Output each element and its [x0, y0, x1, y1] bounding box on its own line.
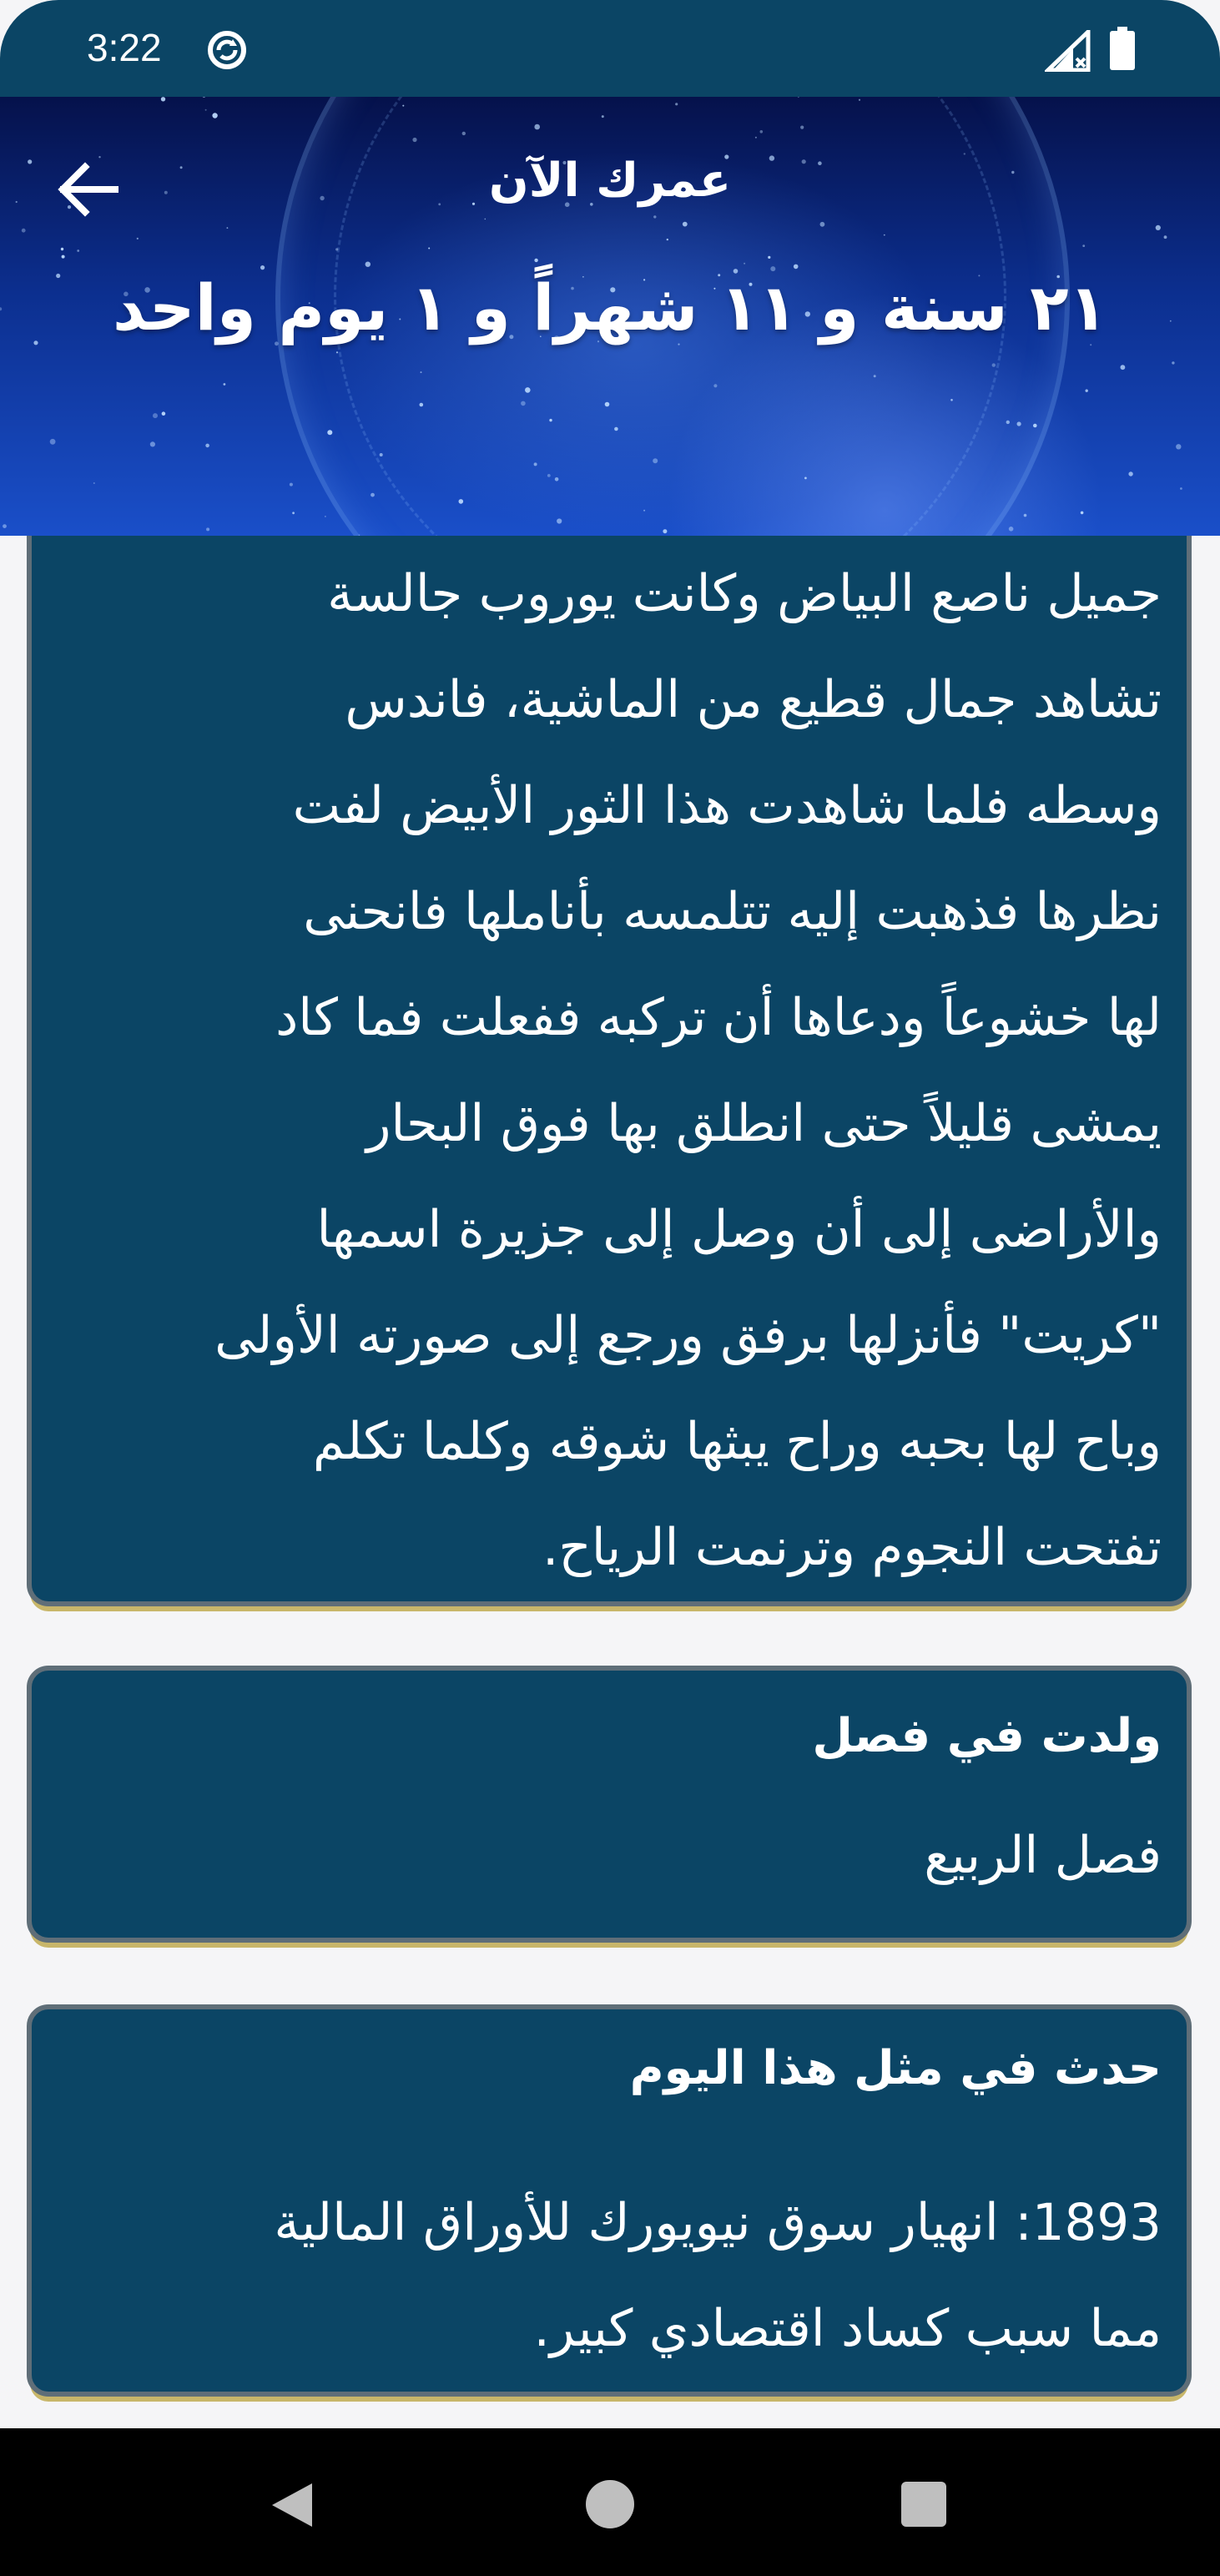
star-dot	[62, 255, 65, 259]
story-card	[27, 467, 1192, 1606]
story-line: لها خشوعاً ودعاها أن تركبه ففعلت فما كاد	[275, 988, 1162, 1047]
star-dot	[459, 499, 464, 504]
star-dot	[205, 444, 209, 448]
star-dot	[290, 483, 293, 486]
story-line: جميل ناصع البياض وكانت يوروب جالسة	[327, 564, 1162, 623]
history-line: 1893: انهيار سوق نيويورك للأوراق المالية	[274, 2193, 1162, 2252]
star-dot	[1082, 244, 1085, 247]
star-dot	[820, 222, 825, 227]
star-dot	[421, 371, 422, 373]
star-dot	[1006, 421, 1010, 424]
home-circle-icon[interactable]	[586, 2480, 634, 2528]
star-dot	[675, 103, 678, 105]
history-title: حدث في مثل هذا اليوم	[629, 2041, 1162, 2095]
star-dot	[1017, 421, 1021, 426]
star-dot	[1180, 487, 1182, 490]
star-dot	[1172, 361, 1174, 364]
star-dot	[325, 516, 326, 517]
star-dot	[93, 482, 95, 484]
season-card	[27, 1666, 1192, 1943]
star-dot	[206, 527, 209, 531]
star-dot	[755, 137, 757, 139]
star-dot	[336, 351, 338, 353]
star-dot	[794, 265, 799, 270]
star-dot	[485, 219, 486, 220]
star-dot	[22, 229, 26, 233]
star-dot	[1024, 514, 1027, 517]
star-dot	[534, 259, 537, 262]
back-triangle-icon[interactable]	[269, 2480, 315, 2530]
star-dot	[653, 458, 658, 463]
system-nav-bar	[0, 2428, 1220, 2576]
star-dot	[653, 215, 656, 218]
star-dot	[605, 402, 610, 407]
season-title: ولدت في فصل	[812, 1709, 1162, 1763]
star-dot	[663, 529, 667, 533]
star-dot	[760, 130, 764, 134]
signal-icon	[1045, 30, 1091, 72]
star-dot	[77, 250, 79, 252]
star-dot	[1156, 225, 1161, 230]
star-dot	[50, 439, 56, 445]
star-dot	[525, 387, 531, 393]
story-line: وسطه فلما شاهدت هذا الثور الأبيض لفت	[292, 776, 1162, 835]
star-dot	[1176, 444, 1181, 449]
star-dot	[150, 441, 155, 446]
star-dot	[462, 132, 466, 135]
star-dot	[800, 126, 804, 129]
star-dot	[874, 375, 876, 377]
star-dot	[614, 427, 618, 431]
story-line: "كريت" فأنزلها برفق ورجع إلى صورته الأولى	[214, 1306, 1162, 1365]
star-dot	[547, 474, 551, 477]
star-dot	[402, 105, 404, 107]
star-dot	[428, 248, 430, 250]
star-dot	[950, 399, 953, 401]
star-dot	[137, 238, 139, 239]
star-dot	[521, 401, 526, 406]
star-dot	[420, 403, 424, 407]
story-line: تشاهد جمال قطيع من الماشية، فاندس	[345, 670, 1162, 729]
star-dot	[667, 239, 668, 240]
star-dot	[713, 384, 717, 387]
star-dot	[643, 510, 645, 512]
star-dot	[884, 234, 885, 236]
star-dot	[555, 477, 559, 481]
story-line: نظرها فذهبت إليه تتلمسه بأناملها فانحنى	[303, 882, 1162, 941]
star-dot	[3, 524, 7, 528]
history-text	[77, 2170, 1162, 2382]
sync-icon	[205, 28, 249, 72]
star-dot	[683, 222, 688, 227]
page-title: عمرك الآن	[488, 154, 732, 208]
star-dot	[162, 411, 166, 416]
star-dot	[371, 493, 375, 497]
star-dot	[549, 419, 552, 421]
story-line: تفتحت النجوم وترنمت الرياح.	[542, 1518, 1162, 1577]
star-dot	[859, 99, 860, 101]
status-time: 3:22	[87, 26, 162, 69]
star-dot	[1033, 424, 1037, 428]
star-dot	[744, 263, 745, 265]
star-dot	[359, 534, 360, 536]
star-dot	[161, 97, 165, 101]
star-dot	[804, 477, 807, 480]
star-dot	[557, 518, 562, 523]
star-dot	[224, 383, 226, 386]
star-dot	[61, 248, 63, 250]
star-dot	[1081, 512, 1084, 515]
star-dot	[292, 512, 295, 514]
history-line: مما سبب كساد اقتصادي كبير.	[533, 2299, 1162, 2358]
age-header	[0, 93, 1220, 536]
star-dot	[534, 124, 540, 130]
star-dot	[380, 453, 383, 456]
star-dot	[365, 262, 371, 267]
star-dot	[412, 138, 416, 142]
star-dot	[212, 113, 217, 118]
season-value: فصل الربيع	[924, 1826, 1162, 1885]
status-bar	[0, 0, 1220, 97]
battery-icon	[1110, 27, 1135, 70]
recents-square-icon[interactable]	[901, 2482, 946, 2527]
star-dot	[327, 430, 332, 435]
star-dot	[1164, 235, 1167, 239]
star-dot	[992, 363, 996, 366]
star-dot	[1128, 471, 1132, 476]
age-value: ٢١ سنة و ١١ شهراً و ١ يوم واحد	[112, 270, 1108, 345]
star-dot	[227, 227, 229, 229]
star-dot	[768, 256, 770, 259]
star-dot	[534, 462, 537, 466]
star-dot	[205, 109, 207, 111]
star-dot	[1121, 365, 1126, 370]
story-line: والأراضى إلى أن وصل إلى جزيرة اسمها	[316, 1200, 1162, 1259]
star-dot	[260, 265, 265, 270]
star-dot	[153, 413, 158, 418]
star-dot	[602, 115, 604, 118]
star-dot	[1086, 390, 1088, 392]
story-text	[68, 541, 1162, 1601]
story-line: وباح لها بحبه وراح يبثها شوقه وكلما تكلم	[312, 1412, 1162, 1471]
star-dot	[335, 248, 338, 250]
story-line: يمشى قليلاً حتى انطلق بها فوق البحار	[365, 1094, 1162, 1153]
star-dot	[1009, 527, 1014, 532]
history-card	[27, 2004, 1192, 2397]
